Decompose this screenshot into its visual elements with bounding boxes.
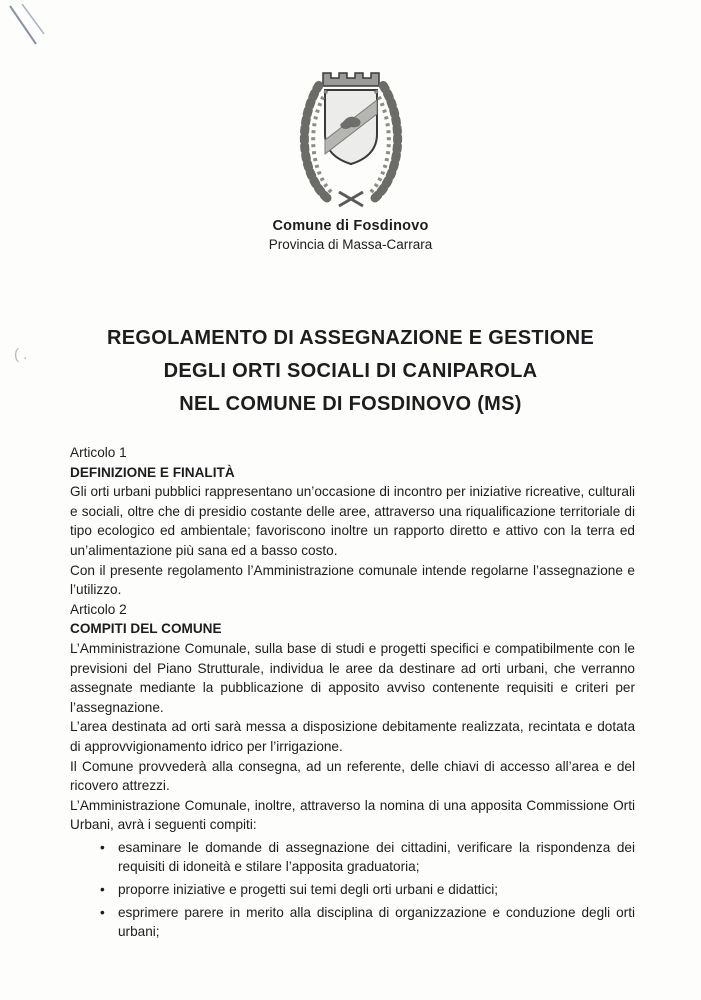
- paragraph: Il Comune provvederà alla consegna, ad un referente, delle chiavi di accesso all’area e del ricovero attrezzi.: [70, 758, 635, 794]
- title-line-1: REGOLAMENTO DI ASSEGNAZIONE E GESTIONE: [106, 327, 594, 349]
- list-item: • esprimere parere in merito alla disciplina di organizzazione e conduzione degli orti urbani;: [94, 903, 635, 942]
- title-line-2: DEGLI ORTI SOCIALI DI CANIPAROLA: [163, 360, 538, 382]
- province-name: Provincia di Massa-Carrara: [268, 237, 433, 252]
- paragraph: L’Amministrazione Comunale, sulla base di studi e progetti specifici e compatibilmente con le previsioni del Piano Strutturale, individua le aree da destinare ad orti urbani, che verranno assegnate mediante la pubblicazione di apposito avviso contenente requisiti e criteri per l’assegnazione.: [70, 640, 635, 715]
- paragraph: Gli orti urbani pubblici rappresentano un’occasione di incontro per iniziative ricreative, culturali e sociali, oltre che di presidio costante delle aree, attraverso una riqualificazione territoriale di tipo ecologico ed ambientale; favoriscono inoltre un rapporto diretto e attivo con la terra ed un’alimentazione più sana ed a basso costo.: [70, 484, 635, 558]
- paragraph: Con il presente regolamento l’Amministrazione comunale intende regolarne l’assegnazione e l’utilizzo.: [70, 562, 635, 598]
- article-2-heading: COMPITI DEL COMUNE: [70, 621, 222, 637]
- paragraph: L’Amministrazione Comunale, inoltre, attraverso la nomina di una apposita Commissione Orti Urbani, avrà i seguenti compiti:: [70, 797, 635, 833]
- document-title: [0, 322, 701, 421]
- article-1-heading: DEFINIZIONE E FINALITÀ: [70, 464, 235, 480]
- article-2-label: Articolo 2: [70, 601, 127, 617]
- title-line-3: NEL COMUNE DI FOSDINOVO (MS): [179, 393, 522, 415]
- pen-mark-icon: [6, 4, 58, 52]
- paragraph: L’area destinata ad orti sarà messa a disposizione debitamente realizzata, recintata e dotata di approvvigionamento idrico per l’irrigazione.: [70, 719, 635, 754]
- coat-of-arms-icon: [291, 60, 411, 210]
- document-body: [70, 443, 635, 942]
- list-item: • esaminare le domande di assegnazione dei cittadini, verificare la rispondenza dei requisiti di idoneità e stilare l’apposita graduatoria;: [94, 838, 635, 877]
- article-1-label: Articolo 1: [70, 445, 127, 460]
- scan-artifact: ( .: [14, 346, 28, 363]
- list-item: • proporre iniziative e progetti sui temi degli orti urbani e didattici;: [94, 880, 635, 900]
- municipality-name: Comune di Fosdinovo: [272, 218, 429, 234]
- document-header: [0, 0, 701, 252]
